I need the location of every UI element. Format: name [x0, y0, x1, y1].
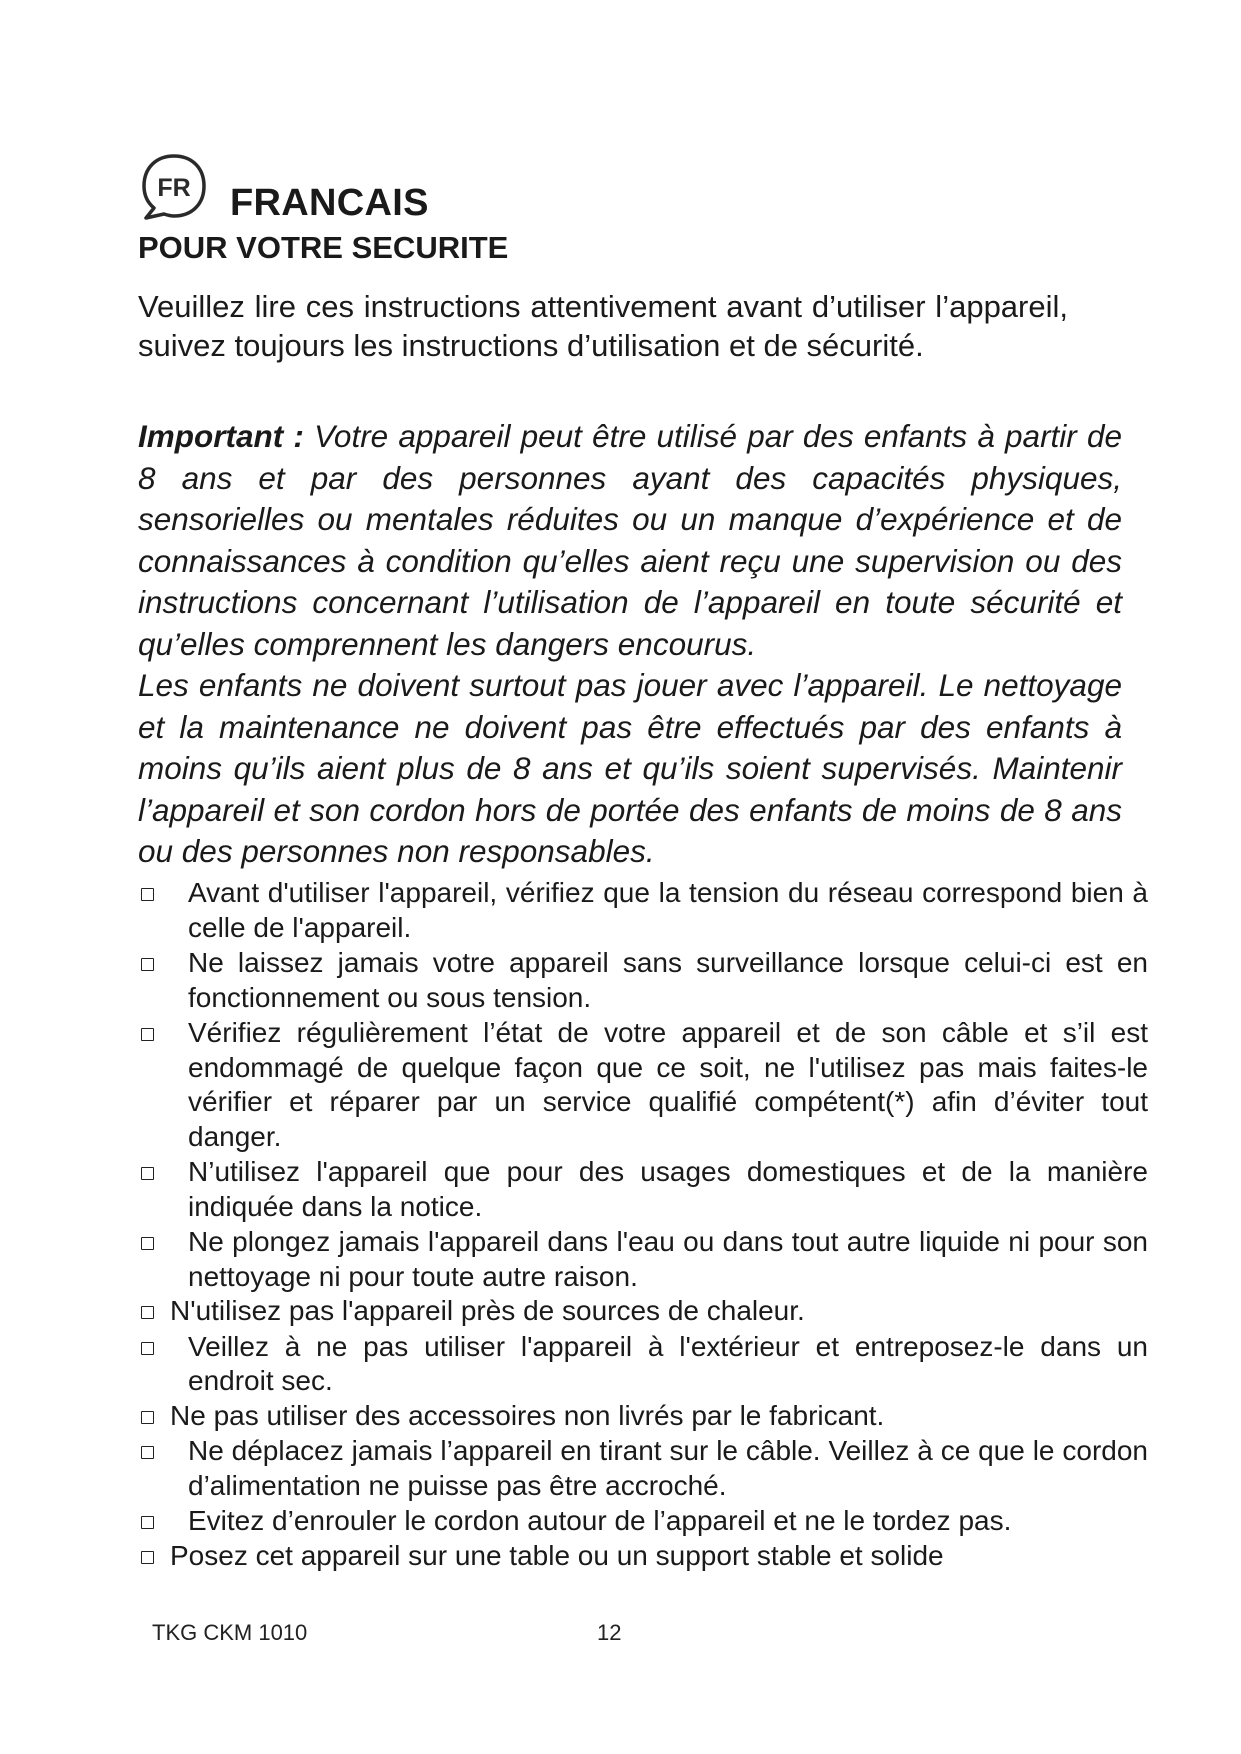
checkbox-bullet-icon: [141, 1516, 154, 1529]
list-item: [138, 946, 1148, 1015]
list-item-text: Ne plongez jamais l'appareil dans l'eau ou dans tout autre liquide ni pour son nettoyage ni pour toute autre raison.: [188, 1226, 1148, 1292]
list-item: [138, 1016, 1148, 1154]
intro-paragraph: Veuillez lire ces instructions attentivement avant d’utiliser l’appareil, suivez toujours les instructions d’utilisation et de sécurité.: [138, 289, 1068, 363]
page-header: [138, 150, 838, 230]
list-item-text: Evitez d’enrouler le cordon autour de l’appareil et ne le tordez pas.: [188, 1505, 1012, 1536]
language-title: FRANCAIS: [230, 182, 429, 224]
list-item: [138, 1539, 1148, 1574]
checkbox-bullet-icon: [141, 1028, 154, 1041]
list-item-text: N’utilisez l'appareil que pour des usages domestiques et de la manière indiquée dans la notice.: [188, 1156, 1148, 1222]
list-item-text: N'utilisez pas l'appareil près de sources de chaleur.: [170, 1295, 805, 1326]
important-text-1: Votre appareil peut être utilisé par des enfants à partir de 8 ans et par des personnes ayant des capacités physiques, sensorielles ou mentales réduites ou un manque d’expérience et de connaissances à condition qu’elles aient reçu une supervision ou des instructions concernant l’utilisation de l’appareil en toute sécurité et qu’elles comprennent les dangers encourus.: [138, 418, 1122, 662]
list-item: [138, 1155, 1148, 1224]
list-item-text: Ne déplacez jamais l’appareil en tirant sur le câble. Veillez à ce que le cordon d’alimentation ne puisse pas être accroché.: [188, 1435, 1148, 1501]
page-number: 12: [597, 1620, 622, 1645]
list-item: [138, 1504, 1148, 1539]
important-paragraph-1: [138, 416, 1122, 665]
checkbox-bullet-icon: [141, 1237, 154, 1250]
list-item: [138, 876, 1148, 945]
important-label: Important :: [138, 418, 304, 454]
checkbox-bullet-icon: [141, 1306, 154, 1319]
list-item-text: Ne laissez jamais votre appareil sans surveillance lorsque celui-ci est en fonctionnement ou sous tension.: [188, 947, 1148, 1013]
speech-bubble-icon: [138, 150, 210, 230]
list-item-text: Posez cet appareil sur une table ou un support stable et solide: [170, 1539, 944, 1571]
checkbox-bullet-icon: [141, 958, 154, 971]
important-paragraph-2: Les enfants ne doivent surtout pas jouer avec l’appareil. Le nettoyage et la maintenance ne doivent pas être effectués par des enfants à moins qu’ils aient plus de 8 ans et qu’ils soient supervisés. Maintenir l’appareil et son cordon hors de portée des enfants de moins de 8 ans ou des personnes non responsables.: [138, 667, 1122, 869]
important-notice: [138, 416, 1122, 873]
list-item: [138, 1330, 1148, 1399]
checkbox-bullet-icon: [141, 1342, 154, 1355]
section-title: POUR VOTRE SECURITE: [138, 230, 509, 265]
list-item-text: Avant d'utiliser l'appareil, vérifiez que la tension du réseau correspond bien à celle de l'appareil.: [188, 877, 1148, 943]
list-item: [138, 1294, 1148, 1329]
checkbox-bullet-icon: [141, 1411, 154, 1424]
list-item: [138, 1399, 1148, 1434]
safety-list: [138, 876, 1148, 1573]
list-item-text: Veillez à ne pas utiliser l'appareil à l'extérieur et entreposez-le dans un endroit sec.: [188, 1330, 1148, 1396]
fr-badge-text: FR: [157, 174, 191, 202]
checkbox-bullet-icon: [141, 1446, 154, 1459]
list-item: [138, 1434, 1148, 1503]
list-item-text: Vérifiez régulièrement l’état de votre appareil et de son câble et s’il est endommagé de quelque façon que ce soit, ne l'utilisez pas mais faites-le vérifier et réparer par un service qualifié compétent(*) afin d’éviter tout danger.: [188, 1017, 1148, 1152]
checkbox-bullet-icon: [141, 1167, 154, 1180]
checkbox-bullet-icon: [141, 888, 154, 901]
footer-model-name: TKG CKM 1010: [152, 1620, 308, 1645]
list-item: [138, 1225, 1148, 1294]
checkbox-bullet-icon: [141, 1551, 154, 1564]
list-item-text: Ne pas utiliser des accessoires non livrés par le fabricant.: [170, 1399, 885, 1431]
